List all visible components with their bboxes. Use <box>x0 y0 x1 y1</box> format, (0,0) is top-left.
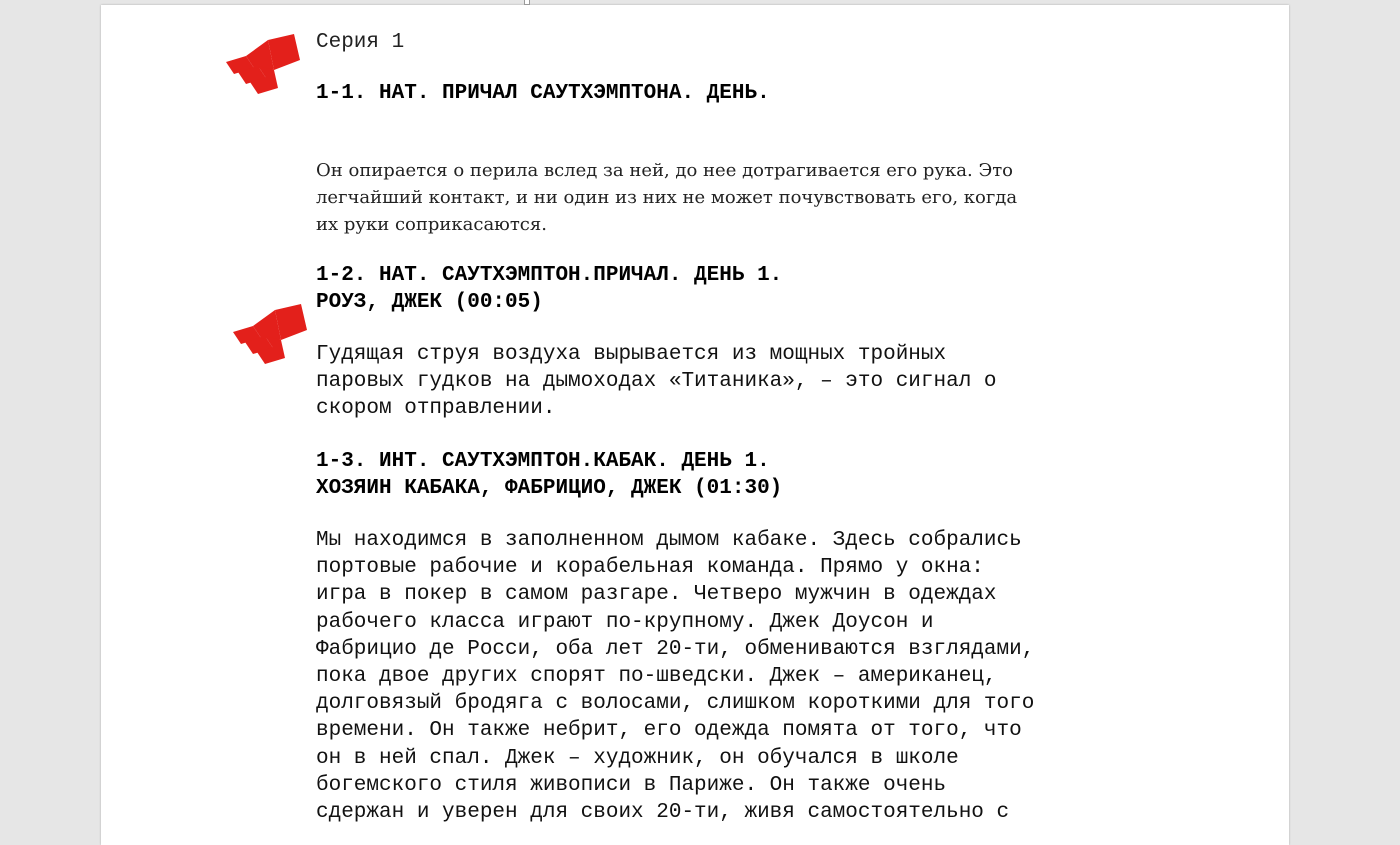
scene-heading: 1-1. НАТ. ПРИЧАЛ САУТХЭМПТОНА. ДЕНЬ. <box>316 82 770 105</box>
chevron-marker-icon <box>231 302 309 368</box>
action-line: пока двое других спорят по-шведски. Джек – американец, <box>316 665 997 689</box>
action-line: скором отправлении. <box>316 397 556 421</box>
action-line: их руки соприкасаются. <box>316 214 547 235</box>
scene-characters: ХОЗЯИН КАБАКА, ФАБРИЦИО, ДЖЕК (01:30) <box>316 477 783 500</box>
action-line: Он опирается о перила вслед за ней, до нее дотрагивается его рука. Это <box>316 160 1014 181</box>
ruler-indent-marker[interactable] <box>524 0 530 5</box>
scene-heading-block <box>316 262 782 316</box>
action-line: богемского стиля живописи в Париже. Он также очень <box>316 773 947 797</box>
action-line: портовые рабочие и корабельная команда. Прямо у окна: <box>316 556 984 580</box>
action-line: он в ней спал. Джек – художник, он обучался в школе <box>316 746 959 770</box>
action-line: сдержан и уверен для своих 20-ти, живя самостоятельно с <box>316 801 1010 825</box>
action-line: времени. Он также небрит, его одежда помята от того, что <box>316 719 1022 743</box>
scene-heading: 1-2. НАТ. САУТХЭМПТОН.ПРИЧАЛ. ДЕНЬ 1. <box>316 264 783 287</box>
action-line: рабочего класса играют по-крупному. Джек Доусон и <box>316 610 934 634</box>
scene-action <box>316 341 997 423</box>
scene-characters: РОУЗ, ДЖЕК (00:05) <box>316 291 543 314</box>
scene-action <box>316 527 1034 826</box>
action-line: паровых гудков на дымоходах «Титаника», – это сигнал о <box>316 370 997 394</box>
action-line: долговязый бродяга с волосами, слишком короткими для того <box>316 692 1035 716</box>
scene-heading-block <box>316 448 782 502</box>
series-label: Серия 1 <box>316 31 405 54</box>
action-line: легчайший контакт, и ни один из них не может почувствовать его, когда <box>316 187 1018 208</box>
action-line: Фабрицио де Росси, оба лет 20-ти, обмениваются взглядами, <box>316 637 1035 661</box>
scene-heading: 1-3. ИНТ. САУТХЭМПТОН.КАБАК. ДЕНЬ 1. <box>316 450 770 473</box>
chevron-marker-icon <box>224 32 302 98</box>
action-line: игра в покер в самом разгаре. Четверо мужчин в одеждах <box>316 583 997 607</box>
action-line: Гудящая струя воздуха вырывается из мощных тройных <box>316 343 947 366</box>
action-line: Мы находимся в заполненном дымом кабаке. Здесь собрались <box>316 529 1022 552</box>
scene-action <box>316 157 1017 238</box>
